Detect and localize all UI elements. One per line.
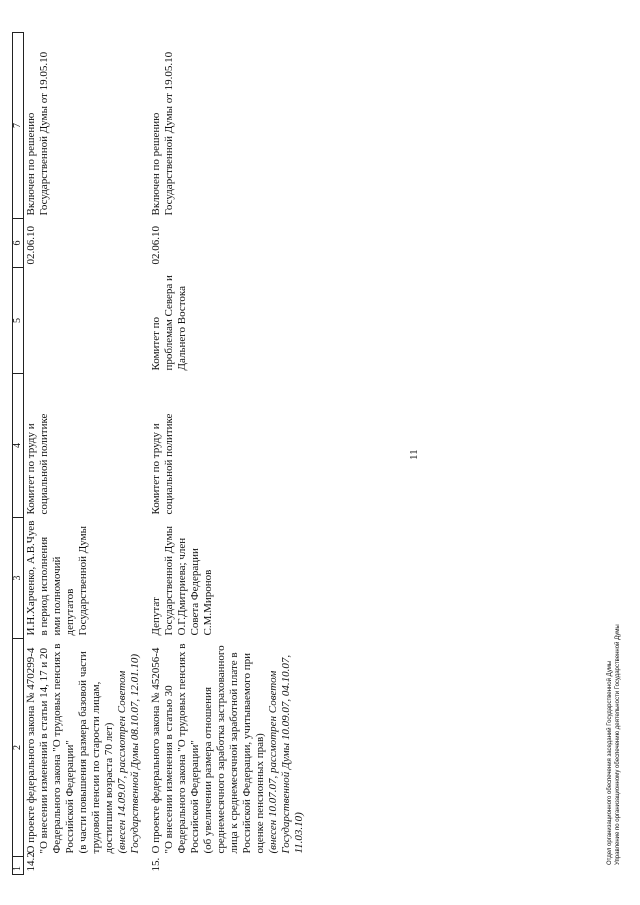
table-header-row [13, 33, 24, 875]
table-row [143, 33, 307, 875]
rotated-content [10, 23, 632, 885]
row-number: 14.2. [25, 849, 37, 872]
bill-author: Депутат Государственной Думы О.Г.Дмитриева; член Совета Федерации С.М.Миронов [150, 525, 214, 636]
header-col-5: 5 [13, 268, 24, 374]
page-number: 11 [408, 449, 420, 460]
row-number: 15. [150, 857, 162, 872]
header-col-7: 7 [13, 33, 24, 219]
bill-intro-info: (внесен 14.09.07, рассмотрен Советом Государственной Думы 08.10.07, 12.01.10) [116, 653, 141, 854]
bill-title: О проекте федерального закона № 452056-4 "О внесении изменения в статью 30 Федерального закона "О трудовых пенсиях в Российской Федерации" [150, 643, 201, 854]
bill-description [143, 639, 307, 857]
table-row [24, 33, 144, 875]
bill-note: (об увеличении размера отношения среднемесячного заработка застрахованного лица к среднемесячной заработной плате в Российской Федерации, учитываемого при оценке пенсионных прав) [202, 645, 266, 854]
footer-department: Отдел организационного обеспечения заседаний Государственной Думы [607, 660, 613, 865]
inclusion-decision: Включен по решению Государственной Думы от 19.05.10 [25, 51, 50, 216]
header-col-6: 6 [13, 219, 24, 268]
responsible-committee: Комитет по труду и социальной политике [25, 413, 50, 515]
bill-description [24, 639, 144, 857]
agenda-table [12, 32, 307, 875]
bill-title: О проекте федерального закона № 470299-4 "О внесении изменений в статьи 14, 17 и 20 Федерального закона "О трудовых пенсиях в Российской Федерации" [25, 643, 76, 854]
header-col-3: 3 [13, 518, 24, 639]
bill-note: (в части повышения размера базовой части трудовой пенсии по старости лицам, достигшим возраста 70 лет) [77, 651, 115, 854]
consideration-date: 02.06.10 [150, 226, 162, 265]
bill-intro-info: (внесен 10.07.07, рассмотрен Советом Государственной Думы 10.09.07, 04.10.07, 11.03.10) [267, 654, 305, 854]
header-col-4: 4 [13, 374, 24, 518]
co-committee: Комитет по проблемам Севера и Дальнего Востока [150, 275, 188, 371]
inclusion-decision: Включен по решению Государственной Думы от 19.05.10 [150, 51, 175, 216]
header-col-2: 2 [13, 639, 24, 857]
footer-directorate: Управление по организационному обеспечению деятельности Государственной Думы [615, 624, 621, 865]
bill-author: И.Н.Харченко, А.В.Чуев в период исполнения ими полномочий депутатов Государственной Думы [25, 520, 89, 636]
co-committee [24, 268, 144, 374]
consideration-date: 02.06.10 [25, 226, 37, 265]
header-col-1: 1 [13, 857, 24, 875]
responsible-committee: Комитет по труду и социальной политике [150, 413, 175, 515]
